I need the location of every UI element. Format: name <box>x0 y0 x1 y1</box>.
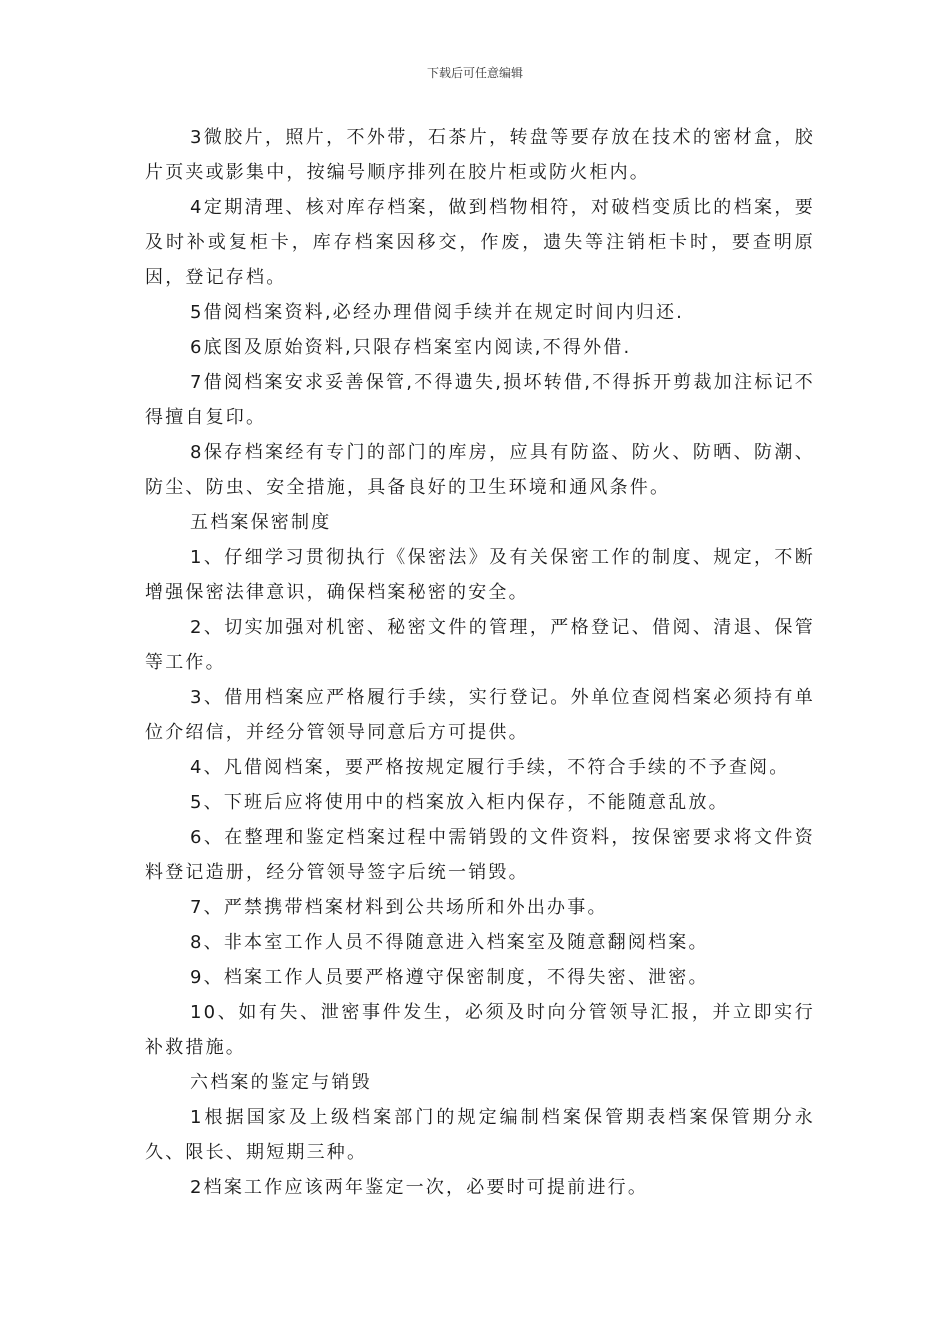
paragraph-confidentiality-8: 8、非本室工作人员不得随意进入档案室及随意翻阅档案。 <box>190 932 709 953</box>
paragraph-confidentiality-4: 4、凡借阅档案，要严格按规定履行手续，不符合手续的不予查阅。 <box>190 757 790 778</box>
paragraph-appraisal-2: 2档案工作应该两年鉴定一次，必要时可提前进行。 <box>190 1177 649 1198</box>
paragraph-confidentiality-7: 7、严禁携带档案材料到公共场所和外出办事。 <box>190 897 608 918</box>
paragraph-periodic-cleanup: 4定期清理、核对库存档案，做到档物相符，对破档变质比的档案，要及时补或复柜卡，库存档案因移交，作废，遗失等注销柜卡时，要查明原因，登记存档。 <box>145 197 815 288</box>
paragraph-storage-room: 8保存档案经有专门的部门的库房，应具有防盗、防火、防晒、防潮、防尘、防虫、安全措施，具备良好的卫生环境和通风条件。 <box>145 442 815 498</box>
section-heading-confidentiality: 五档案保密制度 <box>190 512 332 533</box>
paragraph-confidentiality-2: 2、切实加强对机密、秘密文件的管理，严格登记、借阅、清退、保管等工作。 <box>145 617 815 673</box>
page-header-note: 下载后可任意编辑 <box>426 66 523 80</box>
paragraph-borrowed-care: 7借阅档案安求妥善保管,不得遗失,损坏转借,不得拆开剪裁加注标记不得擅自复印。 <box>145 372 815 428</box>
paragraph-borrowing-procedure: 5借阅档案资料,必经办理借阅手续并在规定时间内归还. <box>190 302 685 323</box>
paragraph-confidentiality-5: 5、下班后应将使用中的档案放入柜内保存，不能随意乱放。 <box>190 792 729 813</box>
paragraph-microfilm-storage: 3微胶片，照片，不外带，石茶片，转盘等要存放在技术的密材盒，胶片页夹或影集中，按编号顺序排列在胶片柜或防火柜内。 <box>145 127 815 183</box>
section-heading-appraisal: 六档案的鉴定与销毁 <box>190 1072 372 1093</box>
paragraph-confidentiality-6: 6、在整理和鉴定档案过程中需销毁的文件资料，按保密要求将文件资料登记造册，经分管领导签字后统一销毁。 <box>145 827 815 883</box>
paragraph-original-drawings: 6底图及原始资料,只限存档案室内阅读,不得外借. <box>190 337 632 358</box>
paragraph-confidentiality-3: 3、借用档案应严格履行手续，实行登记。外单位查阅档案必须持有单位介绍信，并经分管领导同意后方可提供。 <box>145 687 815 743</box>
paragraph-confidentiality-10: 10、如有失、泄密事件发生，必须及时向分管领导汇报，并立即实行补救措施。 <box>145 1002 815 1058</box>
paragraph-appraisal-1: 1根据国家及上级档案部门的规定编制档案保管期表档案保管期分永久、限长、期短期三种。 <box>145 1107 815 1163</box>
document-body <box>145 120 815 1205</box>
paragraph-confidentiality-1: 1、仔细学习贯彻执行《保密法》及有关保密工作的制度、规定，不断增强保密法律意识，确保档案秘密的安全。 <box>145 547 815 603</box>
paragraph-confidentiality-9: 9、档案工作人员要严格遵守保密制度，不得失密、泄密。 <box>190 967 709 988</box>
